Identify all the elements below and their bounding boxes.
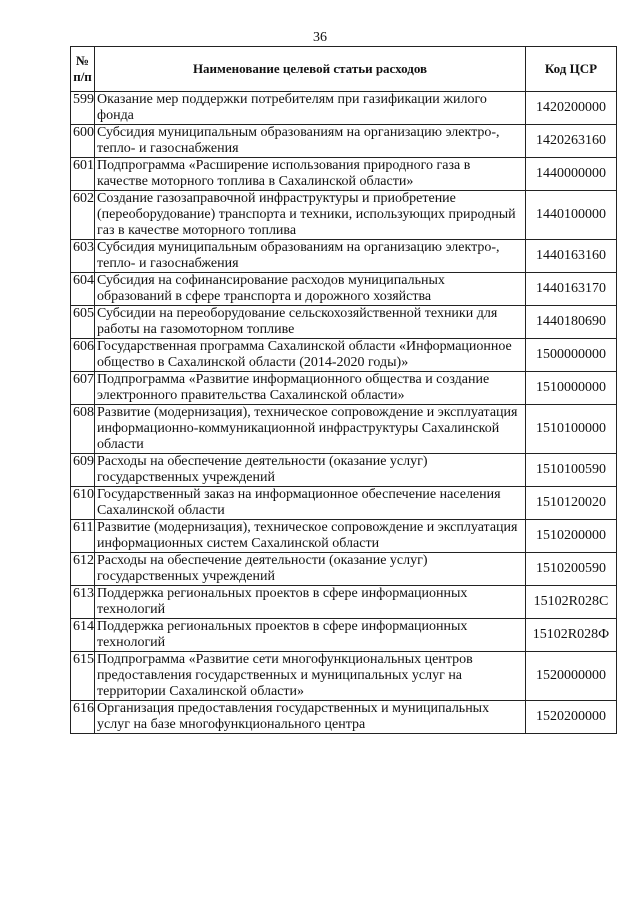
row-code: 1440180690 [526,306,617,339]
table-row [71,652,617,701]
row-name: Субсидия муниципальным образованиям на организацию электро-, тепло- и газоснабжения [95,240,526,273]
row-code: 1420200000 [526,92,617,125]
row-name: Субсидии на переоборудование сельскохозяйственной техники для работы на газомоторном топливе [95,306,526,339]
row-number: 613 [71,586,95,619]
row-code: 1510100590 [526,454,617,487]
table-row [71,372,617,405]
row-name: Организация предоставления государственных и муниципальных услуг на базе многофункционального центра [95,701,526,734]
table-row [71,339,617,372]
table-row [71,487,617,520]
row-number: 603 [71,240,95,273]
row-number: 608 [71,405,95,454]
row-name: Расходы на обеспечение деятельности (оказание услуг) государственных учреждений [95,553,526,586]
row-code: 1420263160 [526,125,617,158]
row-code: 1500000000 [526,339,617,372]
row-code: 1440100000 [526,191,617,240]
table-row [71,125,617,158]
table-header-row [71,47,617,92]
row-name: Подпрограмма «Развитие сети многофункциональных центров предоставления государственных и муниципальных услуг на территории Сахалинской области» [95,652,526,701]
row-number: 614 [71,619,95,652]
row-name: Поддержка региональных проектов в сфере информационных технологий [95,619,526,652]
row-number: 616 [71,701,95,734]
row-code: 1510000000 [526,372,617,405]
table-row [71,92,617,125]
expenses-table [70,46,617,734]
table-row [71,158,617,191]
row-number: 602 [71,191,95,240]
table-row [71,619,617,652]
table-row [71,240,617,273]
header-name: Наименование целевой статьи расходов [95,47,526,92]
table-row [71,586,617,619]
page-number: 36 [313,30,327,45]
row-name: Развитие (модернизация), техническое сопровождение и эксплуатация информационных систем Сахалинской области [95,520,526,553]
row-number: 610 [71,487,95,520]
row-number: 615 [71,652,95,701]
row-code: 1510200590 [526,553,617,586]
row-code: 1440163170 [526,273,617,306]
row-code: 1510100000 [526,405,617,454]
row-name: Подпрограмма «Расширение использования природного газа в качестве моторного топлива в Сахалинской области» [95,158,526,191]
table-row [71,454,617,487]
row-number: 599 [71,92,95,125]
table-row [71,553,617,586]
header-code: Код ЦСР [526,47,617,92]
row-number: 606 [71,339,95,372]
row-code: 1520000000 [526,652,617,701]
row-name: Государственная программа Сахалинской области «Информационное общество в Сахалинской области (2014-2020 годы)» [95,339,526,372]
row-number: 600 [71,125,95,158]
header-num: № п/п [71,47,95,92]
row-number: 611 [71,520,95,553]
row-code: 1440163160 [526,240,617,273]
row-name: Подпрограмма «Развитие информационного общества и создание электронного правительства Сахалинской области» [95,372,526,405]
row-name: Создание газозаправочной инфраструктуры и приобретение (переоборудование) транспорта и техники, использующих природный газ в качестве моторного топлива [95,191,526,240]
row-code: 1520200000 [526,701,617,734]
row-code: 15102R028C [526,586,617,619]
row-name: Развитие (модернизация), техническое сопровождение и эксплуатация информационно-коммуникационной инфраструктуры Сахалинской области [95,405,526,454]
row-code: 1440000000 [526,158,617,191]
table-row [71,191,617,240]
row-code: 1510120020 [526,487,617,520]
table-row [71,273,617,306]
row-name: Субсидия на софинансирование расходов муниципальных образований в сфере транспорта и дорожного хозяйства [95,273,526,306]
table-row [71,520,617,553]
table-row [71,701,617,734]
row-number: 601 [71,158,95,191]
row-code: 1510200000 [526,520,617,553]
table-row [71,405,617,454]
row-number: 607 [71,372,95,405]
row-code: 15102R028Ф [526,619,617,652]
row-name: Поддержка региональных проектов в сфере информационных технологий [95,586,526,619]
row-number: 605 [71,306,95,339]
row-number: 604 [71,273,95,306]
row-name: Субсидия муниципальным образованиям на организацию электро-, тепло- и газоснабжения [95,125,526,158]
table-row [71,306,617,339]
row-name: Оказание мер поддержки потребителям при газификации жилого фонда [95,92,526,125]
row-number: 609 [71,454,95,487]
row-number: 612 [71,553,95,586]
row-name: Расходы на обеспечение деятельности (оказание услуг) государственных учреждений [95,454,526,487]
row-name: Государственный заказ на информационное обеспечение населения Сахалинской области [95,487,526,520]
